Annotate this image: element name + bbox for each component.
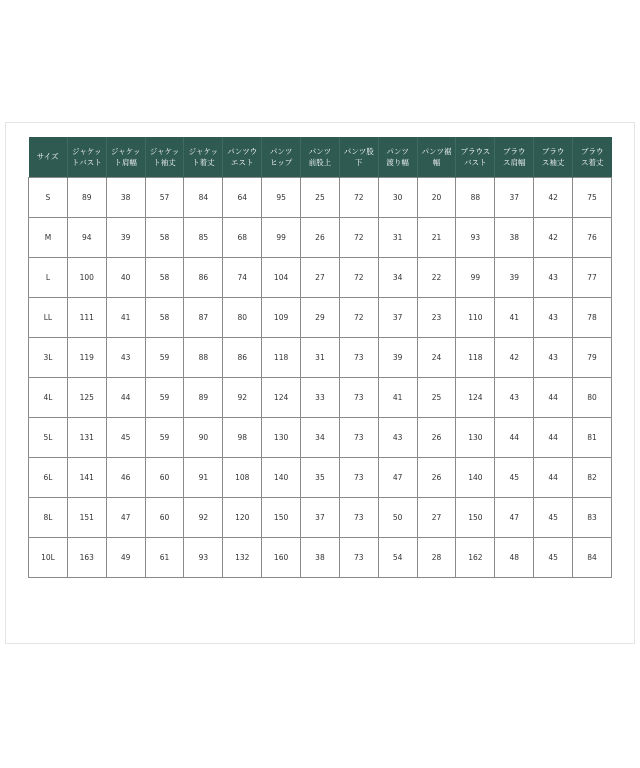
size-label-cell: L: [29, 257, 68, 297]
measurement-cell: 20: [417, 177, 456, 217]
measurement-cell: 50: [378, 497, 417, 537]
measurement-cell: 35: [301, 457, 340, 497]
measurement-cell: 72: [339, 257, 378, 297]
table-row: [29, 457, 612, 497]
table-row: [29, 177, 612, 217]
measurement-cell: 41: [495, 297, 534, 337]
measurement-cell: 59: [145, 417, 184, 457]
measurement-cell: 43: [495, 377, 534, 417]
measurement-cell: 88: [456, 177, 495, 217]
measurement-cell: 124: [262, 377, 301, 417]
table-row: [29, 537, 612, 577]
measurement-cell: 38: [106, 177, 145, 217]
measurement-cell: 81: [573, 417, 612, 457]
measurement-cell: 43: [534, 297, 573, 337]
column-header: ジャケッ ト肩幅: [106, 137, 145, 177]
measurement-cell: 68: [223, 217, 262, 257]
table-row: [29, 257, 612, 297]
measurement-cell: 73: [339, 457, 378, 497]
measurement-cell: 99: [262, 217, 301, 257]
measurement-cell: 160: [262, 537, 301, 577]
measurement-cell: 82: [573, 457, 612, 497]
measurement-cell: 45: [534, 537, 573, 577]
measurement-cell: 21: [417, 217, 456, 257]
measurement-cell: 25: [301, 177, 340, 217]
measurement-cell: 23: [417, 297, 456, 337]
measurement-cell: 59: [145, 377, 184, 417]
measurement-cell: 39: [495, 257, 534, 297]
measurement-cell: 42: [534, 177, 573, 217]
measurement-cell: 130: [262, 417, 301, 457]
measurement-cell: 124: [456, 377, 495, 417]
measurement-cell: 64: [223, 177, 262, 217]
measurement-cell: 33: [301, 377, 340, 417]
measurement-cell: 72: [339, 217, 378, 257]
table-row: [29, 417, 612, 457]
size-label-cell: M: [29, 217, 68, 257]
measurement-cell: 39: [106, 217, 145, 257]
measurement-cell: 162: [456, 537, 495, 577]
measurement-cell: 39: [378, 337, 417, 377]
size-label-cell: LL: [29, 297, 68, 337]
measurement-cell: 78: [573, 297, 612, 337]
measurement-cell: 49: [106, 537, 145, 577]
measurement-cell: 132: [223, 537, 262, 577]
measurement-cell: 100: [67, 257, 106, 297]
measurement-cell: 60: [145, 457, 184, 497]
column-header: パンツ裾幅: [417, 137, 456, 177]
measurement-cell: 87: [184, 297, 223, 337]
measurement-cell: 75: [573, 177, 612, 217]
measurement-cell: 73: [339, 417, 378, 457]
measurement-cell: 86: [223, 337, 262, 377]
column-header: ブラウ ス袖丈: [534, 137, 573, 177]
measurement-cell: 54: [378, 537, 417, 577]
measurement-cell: 94: [67, 217, 106, 257]
measurement-cell: 73: [339, 537, 378, 577]
column-header: パンツ股下: [339, 137, 378, 177]
measurement-cell: 61: [145, 537, 184, 577]
measurement-cell: 48: [495, 537, 534, 577]
measurement-cell: 26: [301, 217, 340, 257]
measurement-cell: 76: [573, 217, 612, 257]
size-label-cell: 5L: [29, 417, 68, 457]
measurement-cell: 30: [378, 177, 417, 217]
column-header: ジャケッ トバスト: [67, 137, 106, 177]
measurement-cell: 93: [184, 537, 223, 577]
measurement-cell: 37: [378, 297, 417, 337]
measurement-cell: 26: [417, 417, 456, 457]
column-header: パンツ 前股上: [301, 137, 340, 177]
measurement-cell: 91: [184, 457, 223, 497]
column-header: パンツ ヒップ: [262, 137, 301, 177]
measurement-cell: 89: [184, 377, 223, 417]
measurement-cell: 59: [145, 337, 184, 377]
measurement-cell: 38: [495, 217, 534, 257]
measurement-cell: 79: [573, 337, 612, 377]
measurement-cell: 130: [456, 417, 495, 457]
measurement-cell: 86: [184, 257, 223, 297]
table-row: [29, 497, 612, 537]
measurement-cell: 163: [67, 537, 106, 577]
measurement-cell: 92: [184, 497, 223, 537]
measurement-cell: 131: [67, 417, 106, 457]
size-label-cell: 6L: [29, 457, 68, 497]
measurement-cell: 72: [339, 177, 378, 217]
measurement-cell: 119: [67, 337, 106, 377]
measurement-cell: 43: [378, 417, 417, 457]
column-header: ブラウス バスト: [456, 137, 495, 177]
measurement-cell: 98: [223, 417, 262, 457]
measurement-cell: 88: [184, 337, 223, 377]
measurement-cell: 111: [67, 297, 106, 337]
table-body: [29, 177, 612, 577]
measurement-cell: 73: [339, 497, 378, 537]
measurement-cell: 24: [417, 337, 456, 377]
size-label-cell: 8L: [29, 497, 68, 537]
size-label-cell: 3L: [29, 337, 68, 377]
measurement-cell: 42: [534, 217, 573, 257]
measurement-cell: 41: [378, 377, 417, 417]
measurement-cell: 125: [67, 377, 106, 417]
column-header: ジャケッ ト着丈: [184, 137, 223, 177]
header-row: [29, 137, 612, 177]
measurement-cell: 150: [262, 497, 301, 537]
measurement-cell: 74: [223, 257, 262, 297]
measurement-cell: 47: [495, 497, 534, 537]
measurement-cell: 31: [378, 217, 417, 257]
measurement-cell: 29: [301, 297, 340, 337]
measurement-cell: 44: [495, 417, 534, 457]
measurement-cell: 44: [534, 457, 573, 497]
measurement-cell: 73: [339, 337, 378, 377]
measurement-cell: 72: [339, 297, 378, 337]
size-chart-table: [28, 137, 612, 578]
measurement-cell: 37: [495, 177, 534, 217]
measurement-cell: 37: [301, 497, 340, 537]
measurement-cell: 34: [301, 417, 340, 457]
measurement-cell: 110: [456, 297, 495, 337]
table-row: [29, 297, 612, 337]
measurement-cell: 80: [573, 377, 612, 417]
column-header: ジャケッ ト袖丈: [145, 137, 184, 177]
column-header: パンツウ エスト: [223, 137, 262, 177]
size-label-cell: 10L: [29, 537, 68, 577]
column-header: ブラウ ス肩幅: [495, 137, 534, 177]
measurement-cell: 57: [145, 177, 184, 217]
measurement-cell: 43: [534, 257, 573, 297]
measurement-cell: 77: [573, 257, 612, 297]
measurement-cell: 22: [417, 257, 456, 297]
measurement-cell: 85: [184, 217, 223, 257]
measurement-cell: 58: [145, 297, 184, 337]
measurement-cell: 40: [106, 257, 145, 297]
table-row: [29, 337, 612, 377]
measurement-cell: 47: [106, 497, 145, 537]
measurement-cell: 99: [456, 257, 495, 297]
size-label-cell: S: [29, 177, 68, 217]
measurement-cell: 80: [223, 297, 262, 337]
measurement-cell: 43: [534, 337, 573, 377]
measurement-cell: 84: [184, 177, 223, 217]
measurement-cell: 95: [262, 177, 301, 217]
measurement-cell: 43: [106, 337, 145, 377]
measurement-cell: 151: [67, 497, 106, 537]
measurement-cell: 109: [262, 297, 301, 337]
measurement-cell: 73: [339, 377, 378, 417]
measurement-cell: 45: [495, 457, 534, 497]
measurement-cell: 45: [106, 417, 145, 457]
size-label-cell: 4L: [29, 377, 68, 417]
measurement-cell: 44: [534, 417, 573, 457]
measurement-cell: 44: [106, 377, 145, 417]
measurement-cell: 47: [378, 457, 417, 497]
measurement-cell: 38: [301, 537, 340, 577]
measurement-cell: 58: [145, 257, 184, 297]
measurement-cell: 26: [417, 457, 456, 497]
measurement-cell: 46: [106, 457, 145, 497]
measurement-cell: 27: [417, 497, 456, 537]
column-header: パンツ 渡り幅: [378, 137, 417, 177]
measurement-cell: 140: [262, 457, 301, 497]
measurement-cell: 44: [534, 377, 573, 417]
measurement-cell: 58: [145, 217, 184, 257]
measurement-cell: 45: [534, 497, 573, 537]
measurement-cell: 27: [301, 257, 340, 297]
measurement-cell: 104: [262, 257, 301, 297]
measurement-cell: 140: [456, 457, 495, 497]
measurement-cell: 118: [262, 337, 301, 377]
measurement-cell: 90: [184, 417, 223, 457]
measurement-cell: 92: [223, 377, 262, 417]
measurement-cell: 41: [106, 297, 145, 337]
measurement-cell: 28: [417, 537, 456, 577]
measurement-cell: 31: [301, 337, 340, 377]
measurement-cell: 42: [495, 337, 534, 377]
measurement-cell: 108: [223, 457, 262, 497]
column-header: サイズ: [29, 137, 68, 177]
measurement-cell: 34: [378, 257, 417, 297]
measurement-cell: 25: [417, 377, 456, 417]
column-header: ブラウ ス着丈: [573, 137, 612, 177]
measurement-cell: 141: [67, 457, 106, 497]
table-row: [29, 377, 612, 417]
table-row: [29, 217, 612, 257]
measurement-cell: 93: [456, 217, 495, 257]
measurement-cell: 84: [573, 537, 612, 577]
measurement-cell: 118: [456, 337, 495, 377]
measurement-cell: 120: [223, 497, 262, 537]
measurement-cell: 83: [573, 497, 612, 537]
measurement-cell: 89: [67, 177, 106, 217]
measurement-cell: 150: [456, 497, 495, 537]
measurement-cell: 60: [145, 497, 184, 537]
